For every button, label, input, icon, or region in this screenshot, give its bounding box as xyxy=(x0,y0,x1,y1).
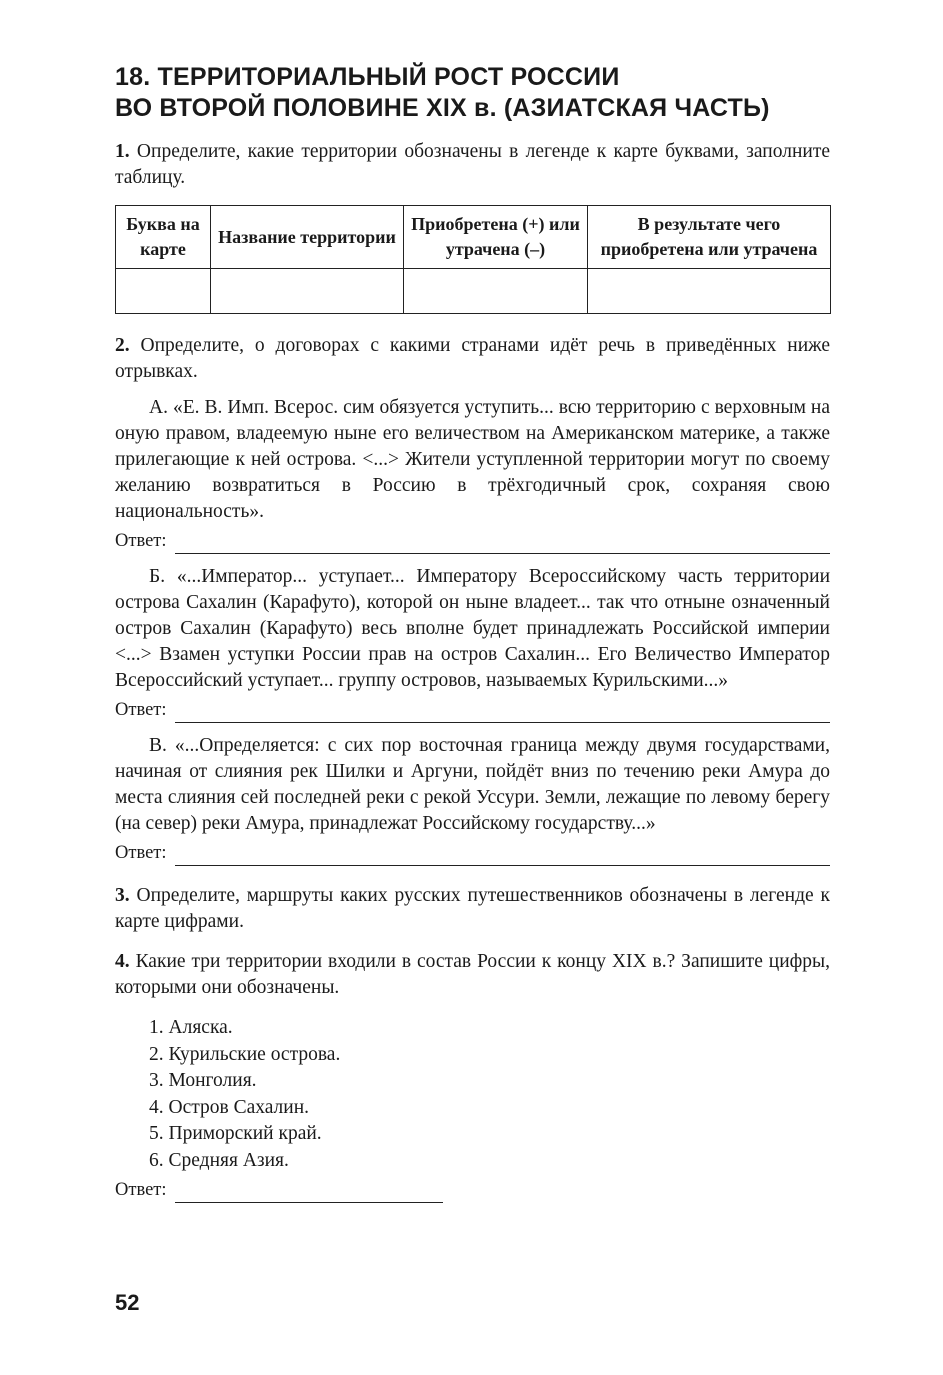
answer-line[interactable] xyxy=(175,535,830,554)
title-line-2: ВО ВТОРОЙ ПОЛОВИНЕ XIX в. (АЗИАТСКАЯ ЧАСТЬ) xyxy=(115,94,770,122)
task-3-number: 3. xyxy=(115,885,130,906)
table-header-row xyxy=(116,206,831,269)
quote-c: В. «...Определяется: с сих пор восточная граница между двумя государствами, начиная от слияния рек Шилки и Аргуни, пойдёт вниз по течению реки Амура до места слияния сей последней реки с рекой Уссури. Земли, лежащие по левому берегу (на север) реки Амура, принадлежат Российскому государству...» xyxy=(115,735,830,834)
list-item: 6. Средняя Азия. xyxy=(149,1149,289,1171)
task-4-prompt: Какие три территории входили в состав России к концу XIX в.? Запишите цифры, которыми они обозначены. xyxy=(115,951,831,998)
answer-label: Ответ: xyxy=(115,1180,167,1200)
table-cell-gained-lost[interactable] xyxy=(404,269,588,314)
answer-field-task-4[interactable] xyxy=(115,1177,830,1203)
list-item: 1. Аляска. xyxy=(149,1017,233,1038)
answer-label: Ответ: xyxy=(115,700,167,720)
task-3-prompt: Определите, маршруты каких русских путешественников обозначены в легенде к карте цифрами. xyxy=(115,885,831,932)
header-territory-name: Название территории xyxy=(211,206,404,269)
task-1-number: 1. xyxy=(115,141,130,162)
answer-field-c[interactable] xyxy=(115,840,830,866)
list-item: 2. Курильские острова. xyxy=(149,1043,341,1065)
task-4-number: 4. xyxy=(115,951,130,972)
task-2-number: 2. xyxy=(115,335,130,356)
list-item: 5. Приморский край. xyxy=(149,1123,322,1144)
answer-line[interactable] xyxy=(175,1184,443,1203)
header-letter: Буква на карте xyxy=(116,206,211,269)
table-cell-territory-name[interactable] xyxy=(211,269,404,314)
quote-b: Б. «...Император... уступает... Императору Всероссийскому часть территории острова Сахалин (Карафуто), которой он ныне владеет... так что отныне означенный остров Сахалин (Карафуто) весь вполне будет принадлежать Российской империи <...> Взамен уступки России прав на остров Сахалин... Его Величество Император Всероссийский уступает... группу островов, называемых Курильскими...» xyxy=(115,566,830,691)
title-line-1: 18. ТЕРРИТОРИАЛЬНЫЙ РОСТ РОССИИ xyxy=(115,63,620,91)
quote-a: А. «Е. В. Имп. Всерос. сим обязуется уступить... всю территорию с верховным на оную правом, владеемую ныне его величеством на Американском материке, а также прилегающие к ней острова. <...> Жители уступленной территории могут по своему желанию возвратиться в Россию в трёхгодичный срок, сохраняя свою национальность». xyxy=(115,397,830,522)
table-cell-letter[interactable] xyxy=(116,269,211,314)
answer-line[interactable] xyxy=(175,704,830,723)
task-2-prompt: Определите, о договорах с какими странами идёт речь в приведённых ниже отрывках. xyxy=(115,335,831,382)
page-number: 52 xyxy=(115,1290,140,1315)
answer-line[interactable] xyxy=(175,847,830,866)
answer-field-b[interactable] xyxy=(115,697,830,723)
list-item: 4. Остров Сахалин. xyxy=(149,1096,310,1118)
answer-label: Ответ: xyxy=(115,531,167,551)
task-4-options xyxy=(149,1015,830,1174)
answer-label: Ответ: xyxy=(115,843,167,863)
task-4-text xyxy=(115,949,830,1001)
task-1-text xyxy=(115,139,830,191)
task-1-prompt: Определите, какие территории обозначены в легенде к карте буквами, заполните таблицу. xyxy=(115,141,830,188)
page-title xyxy=(115,62,830,124)
header-reason: В результате чего приобретена или утрачена xyxy=(588,206,831,269)
task-2-text xyxy=(115,333,830,385)
territory-table xyxy=(115,205,831,314)
list-item: 3. Монголия. xyxy=(149,1070,257,1091)
table-row xyxy=(116,269,831,314)
worksheet-page xyxy=(115,62,830,1203)
header-gained-lost: Приобретена (+) или утрачена (–) xyxy=(404,206,588,269)
answer-field-a[interactable] xyxy=(115,528,830,554)
table-cell-reason[interactable] xyxy=(588,269,831,314)
task-3-text xyxy=(115,883,830,935)
